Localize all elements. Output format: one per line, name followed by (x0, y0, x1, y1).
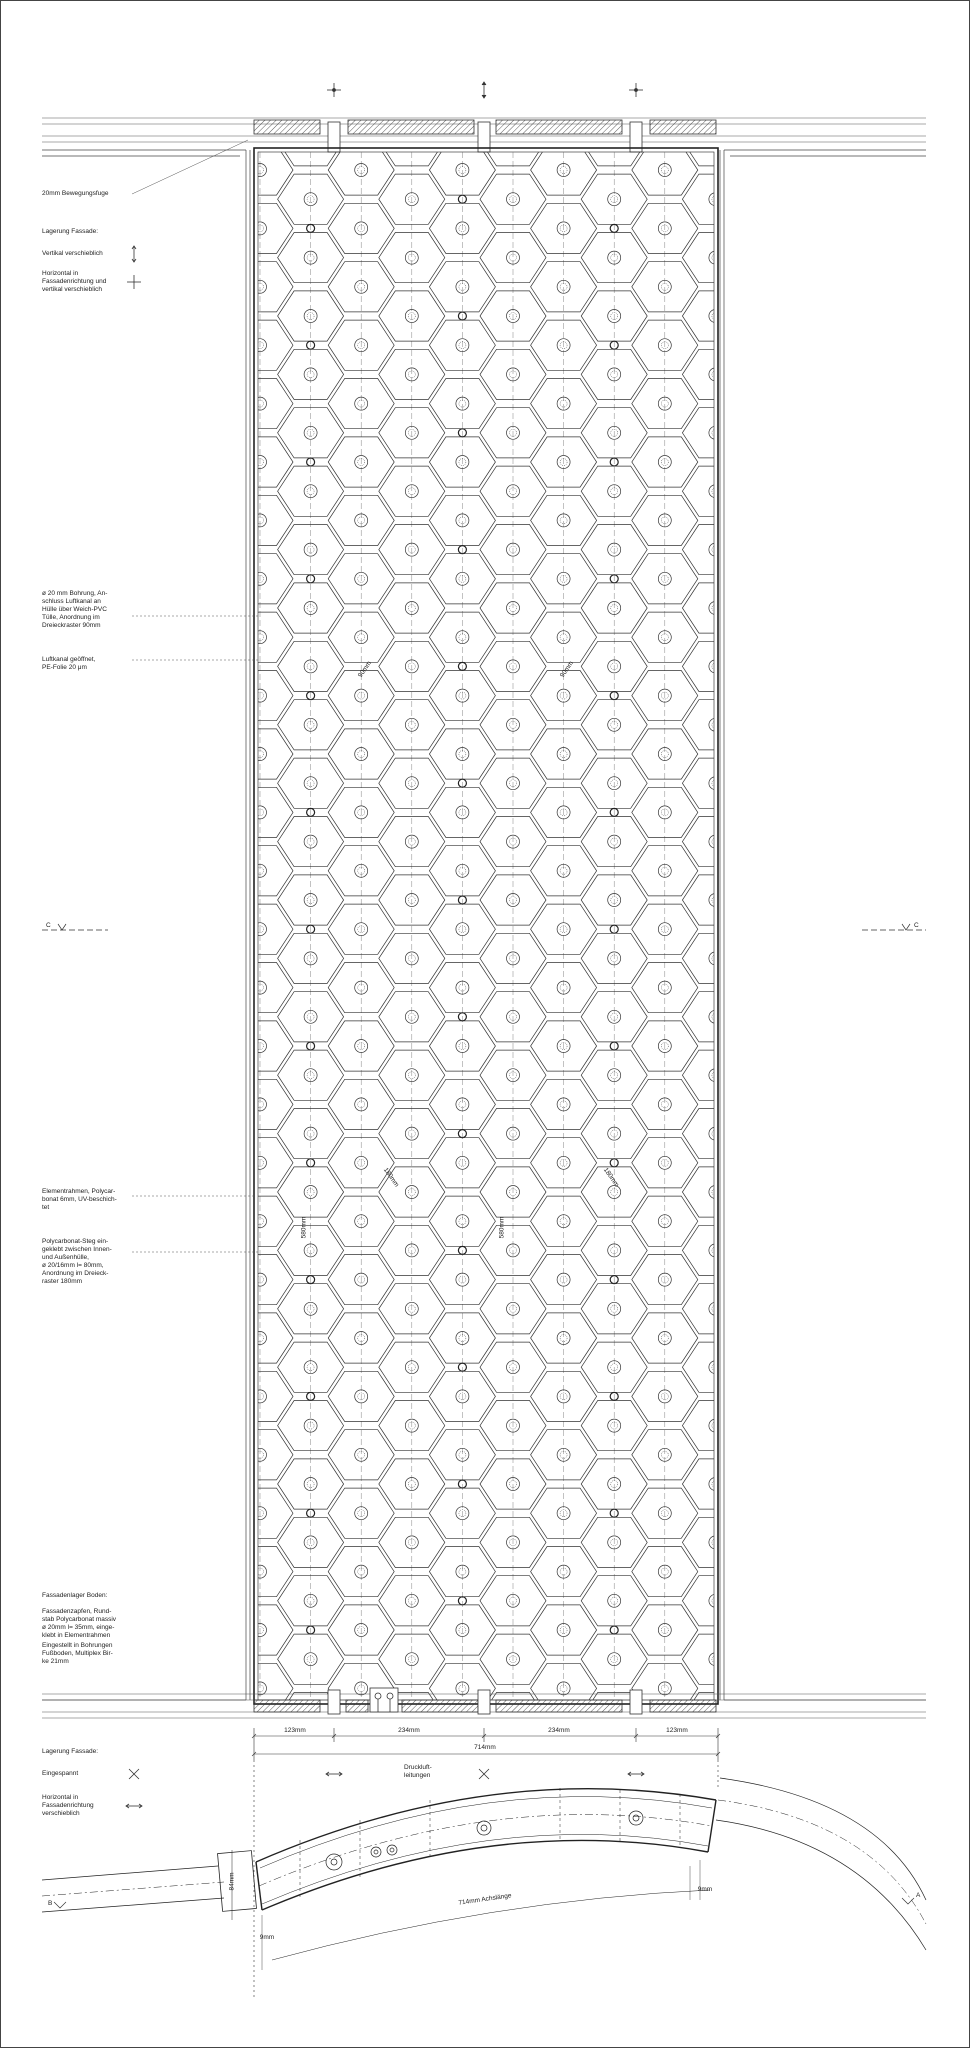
bearing2-title: Lagerung Fassade: (42, 1748, 99, 1755)
dim-segment-3: 234mm (548, 1727, 570, 1734)
dim-segment-2: 234mm (398, 1727, 420, 1734)
section-markers (42, 924, 926, 1908)
air-channel-note: Luftkanal geöffnet, PE-Folie 20 μm (42, 656, 96, 671)
dim-gap-right: 9mm (697, 1886, 713, 1893)
floor-bearing-title: Fassadenlager Boden: (42, 1592, 108, 1599)
section-marker-left: C (46, 922, 51, 929)
bearing-horizontal-note: Horizontal in Fassadenrichtung und vertikal verschieblich (42, 270, 107, 293)
bore-note: ø 20 mm Bohrung, An- schluss Luftkanal an Hülle über Weich-PVC Tülle, Anordnung im Dreieckraster 90mm (42, 590, 108, 629)
hexagon-cushion-pattern (227, 87, 748, 1802)
dim-thickness-left: 84mm (228, 1872, 236, 1891)
element-frame-note: Elementrahmen, Polycar- bonat 6mm, UV-beschich- tet (42, 1188, 117, 1211)
dimension-lines (252, 1728, 720, 2000)
dim-gap-left: 9mm (259, 1934, 275, 1941)
clamped-note: Eingespannt (42, 1770, 79, 1777)
dim-height-580-b: 580mm (498, 1216, 506, 1239)
dim-axis-length: 714mm Achslänge (458, 1892, 512, 1907)
bearing-title: Lagerung Fassade: (42, 228, 99, 235)
panel-frame (254, 148, 718, 1704)
floor-bearing-note-2: Eingestellt in Bohrungen Fußboden, Multiplex Bir- ke 21mm (42, 1642, 113, 1665)
side-walls (42, 150, 926, 1700)
floor-bearing-note-1: Fassadenzapfen, Rund- stab Polycarbonat massiv ø 20mm l= 35mm, einge- klebt in Elementrahmen (42, 1608, 117, 1639)
pressure-lines-note: Druckluft- leitungen (404, 1764, 432, 1779)
bearing-vertical-note: Vertikal verschieblich (42, 250, 103, 257)
section-label-b: B (48, 1900, 53, 1907)
dim-segment-1: 123mm (284, 1727, 306, 1734)
dim-total: 714mm (474, 1744, 496, 1751)
section-label-a: A (916, 1892, 921, 1899)
dim-grid-180-b: 180mm (601, 1166, 621, 1189)
dim-grid-90-a: 90mm (356, 660, 374, 679)
dim-grid-90-b: 90mm (558, 660, 576, 679)
web-note: Polycarbonat-Steg ein- geklebt zwischen Innen- und Außenhülle, ø 20/16mm l= 80mm, Anordnung im Dreieck- raster 180mm (42, 1238, 112, 1285)
dim-grid-180-a: 180mm (381, 1166, 401, 1189)
bearing-symbols-top (327, 82, 643, 98)
plan-section (42, 1778, 926, 1970)
bottom-rail-hatch (254, 1688, 716, 1714)
section-marker-right: C (914, 922, 919, 929)
panel-inner (258, 152, 714, 1700)
horizontal-slide-note: Horizontal in Fassadenrichtung verschieblich (42, 1794, 94, 1817)
dim-segment-4: 123mm (666, 1727, 688, 1734)
leader-lines (132, 140, 258, 1252)
dim-height-580-a: 580mm (300, 1216, 308, 1239)
joint-note: 20mm Bewegungsfuge (42, 190, 109, 197)
